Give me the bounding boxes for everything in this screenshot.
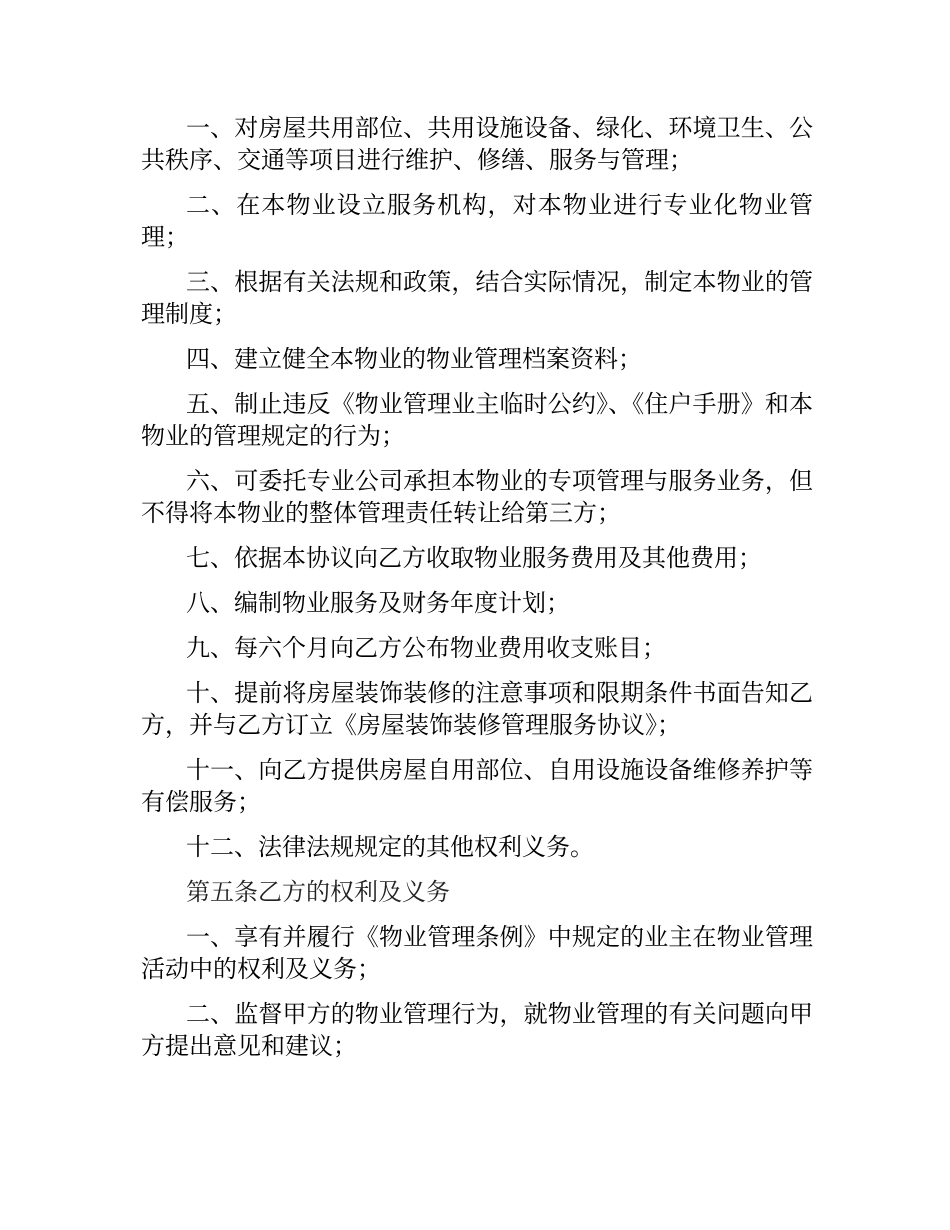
party-b-clause-1: 一、享有并履行《物业管理条例》中规定的业主在物业管理活动中的权利及义务；: [141, 923, 813, 983]
section-heading: 第五条乙方的权利及义务: [186, 878, 450, 906]
clause-12: 十二、法律法规规定的其他权利义务。: [186, 833, 594, 861]
document-body: [141, 112, 813, 1075]
clause-8: 八、编制物业服务及财务年度计划；: [186, 589, 570, 617]
clause-9: 九、每六个月向乙方公布物业费用收支账目；: [186, 634, 666, 662]
clause-2: 二、在本物业设立服务机构，对本物业进行专业化物业管理；: [141, 191, 813, 251]
clause-5: 五、制止违反《物业管理业主临时公约》、《住户手册》和本物业的管理规定的行为；: [141, 390, 813, 450]
clause-1: 一、对房屋共用部位、共用设施设备、绿化、环境卫生、公共秩序、交通等项目进行维护、修缮、服务与管理；: [141, 114, 813, 174]
clause-11: 十一、向乙方提供房屋自用部位、自用设施设备维修养护等有偿服务；: [141, 756, 813, 816]
party-b-clause-2: 二、监督甲方的物业管理行为，就物业管理的有关问题向甲方提出意见和建议；: [141, 1000, 813, 1060]
clause-7: 七、依据本协议向乙方收取物业服务费用及其他费用；: [186, 544, 762, 572]
clause-10: 十、提前将房屋装饰装修的注意事项和限期条件书面告知乙方，并与乙方订立《房屋装饰装修管理服务协议》；: [141, 679, 813, 739]
clause-4: 四、建立健全本物业的物业管理档案资料；: [186, 345, 642, 373]
clause-6: 六、可委托专业公司承担本物业的专项管理与服务业务，但不得将本物业的整体管理责任转让给第三方；: [141, 467, 813, 527]
clause-3: 三、根据有关法规和政策，结合实际情况，制定本物业的管理制度；: [141, 268, 813, 328]
